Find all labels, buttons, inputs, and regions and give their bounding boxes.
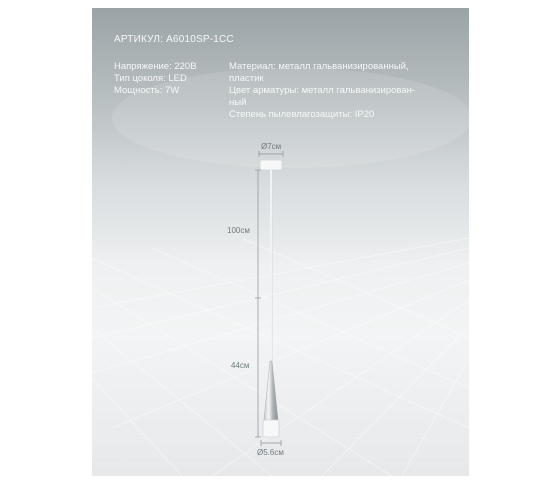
article-number: АРТИКУЛ: A6010SP-1CC <box>114 34 234 45</box>
spec-power: Мощность: 7W <box>114 85 180 96</box>
spec-material: Материал: металл гальванизированный, <box>229 61 409 72</box>
body-diameter-label: Ø5.6см <box>257 448 284 457</box>
product-card <box>92 8 469 476</box>
body-length-label: 44см <box>231 361 250 370</box>
cord-length-label: 100см <box>227 226 250 235</box>
height-dimension-line <box>255 170 261 437</box>
spec-fitting-color-cont: ный <box>229 97 247 108</box>
base-diameter-line <box>261 440 281 446</box>
spec-voltage: Напряжение: 220В <box>114 61 197 72</box>
canopy-diameter-label: Ø7см <box>261 142 282 151</box>
lamp-canopy <box>260 160 282 170</box>
lamp-drawing <box>92 8 469 476</box>
spec-ip-rating: Степень пылевлагозащиты: IP20 <box>229 109 375 120</box>
lamp-body <box>264 361 278 420</box>
spec-fitting-color: Цвет арматуры: металл гальванизирован- <box>229 85 416 96</box>
lamp-base <box>263 420 279 437</box>
spec-socket-type: Тип цоколя: LED <box>114 73 187 84</box>
spec-material-cont: пластик <box>229 73 264 84</box>
